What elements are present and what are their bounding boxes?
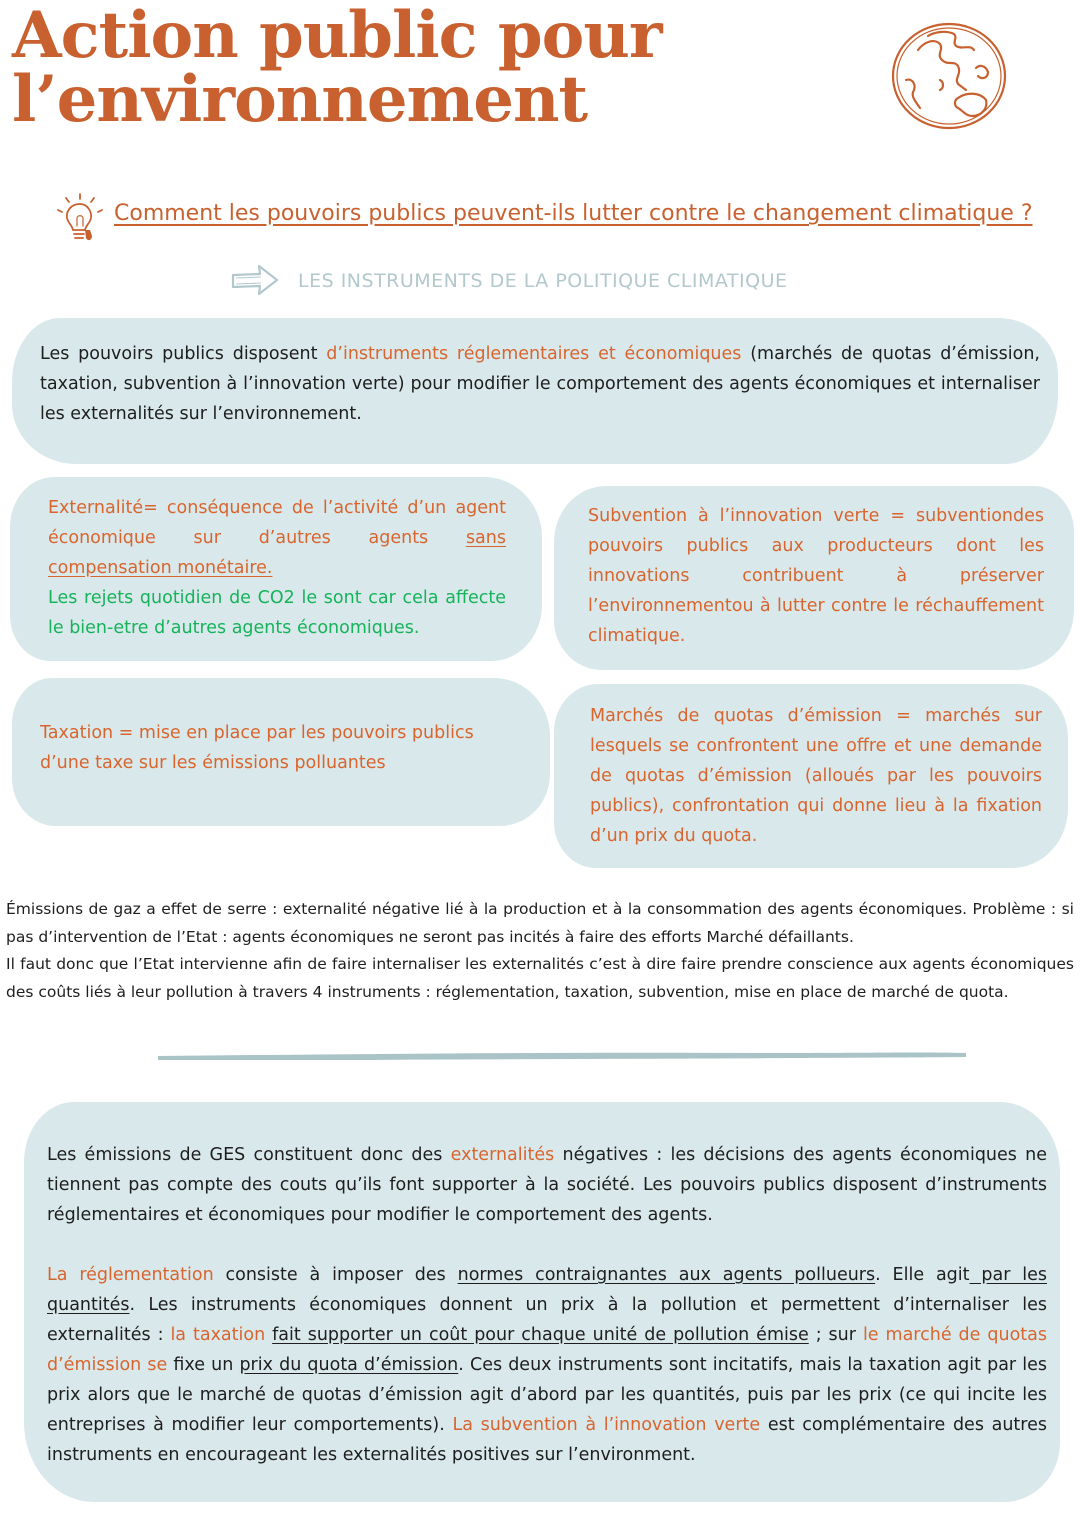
lightbulb-icon	[52, 190, 108, 246]
marches-card: Marchés de quotas d’émission = marchés sur lesquels se confrontent une offre et une demande de quotas d’émission (alloués par les pouvoirs publics), confrontation qui donne lieu à la fixation d’un prix du quota.	[590, 706, 1042, 846]
subvention-card: Subvention à l’innovation verte = subventiondes pouvoirs publics aux producteurs dont les innovations contribuent à préserver l’environnementou à lutter contre le réchauffement climatique.	[588, 506, 1044, 646]
summary-instruments: La réglementation consiste à imposer des normes contraignantes aux agents pollueurs. Elle agit par les quantités. Les instruments économiques donnent un prix à la pollution et permettent d’internaliser les externalités : la taxation fait supporter un coût pour chaque unité de pollution émise ; sur le marché de quotas d’émission se fixe un prix du quota d’émission. Ces deux instruments sont incitatifs, mais la taxation agit par les prix alors que le marché de quotas d’émission agit d’abord par les quantités, puis par les prix (ce qui incite les entreprises à modifier leur comportements). La subvention à l’innovation verte est complémentaire des autres instruments en encourageant les externalités positives sur l’environment.	[47, 1265, 1047, 1465]
guiding-question: Comment les pouvoirs publics peuvent-ils lutter contre le changement climatique ?	[114, 201, 1033, 226]
arrow-right-icon	[230, 262, 280, 298]
externalite-card: Externalité= conséquence de l’activité d’un agent économique sur d’autres agents sans compensation monétaire. Les rejets quotidien de CO2 le sont car cela affecte le bien-etre d’autres agents économiques.	[48, 498, 506, 638]
divider	[156, 1048, 968, 1062]
intro-text: Les pouvoirs publics disposent d’instruments réglementaires et économiques (marchés de quotas d’émission, taxation, subvention à l’innovation verte) pour modifier le comportement des agents économiques et internaliser les externalités sur l’environnement.	[40, 344, 1040, 424]
section-title: LES INSTRUMENTS DE LA POLITIQUE CLIMATIQUE	[298, 270, 788, 292]
globe-icon	[888, 20, 1010, 132]
taxation-card: Taxation = mise en place par les pouvoirs publics d’une taxe sur les émissions polluantes	[40, 723, 474, 773]
externalite-example: Les rejets quotidien de CO2 le sont car cela affecte le bien-etre d’autres agents économiques.	[48, 588, 506, 638]
summary-intro: Les émissions de GES constituent donc des externalités négatives : les décisions des agents économiques ne tiennent pas compte des couts qu’ils font supporter à la société. Les pouvoirs publics disposent d’instruments réglementaires et économiques pour modifier le comportement des agents.	[47, 1145, 1047, 1225]
notes-paragraph: Émissions de gaz a effet de serre : externalité négative lié à la production et à la consommation des agents économiques. Problème : si pas d’intervention de l’Etat : agents économiques ne seront pas incités à faire des efforts Marché défaillants. Il faut donc que l’Etat intervienne afin de faire internaliser les externalités c’est à dire faire prendre conscience aux agents économiques des coûts liés à leur pollution à travers 4 instruments : réglementation, taxation, subvention, mise en place de marché de quota.	[6, 900, 1074, 1001]
page-title: Action public pour l’environnement	[12, 0, 662, 137]
summary-card	[47, 1140, 1047, 1470]
